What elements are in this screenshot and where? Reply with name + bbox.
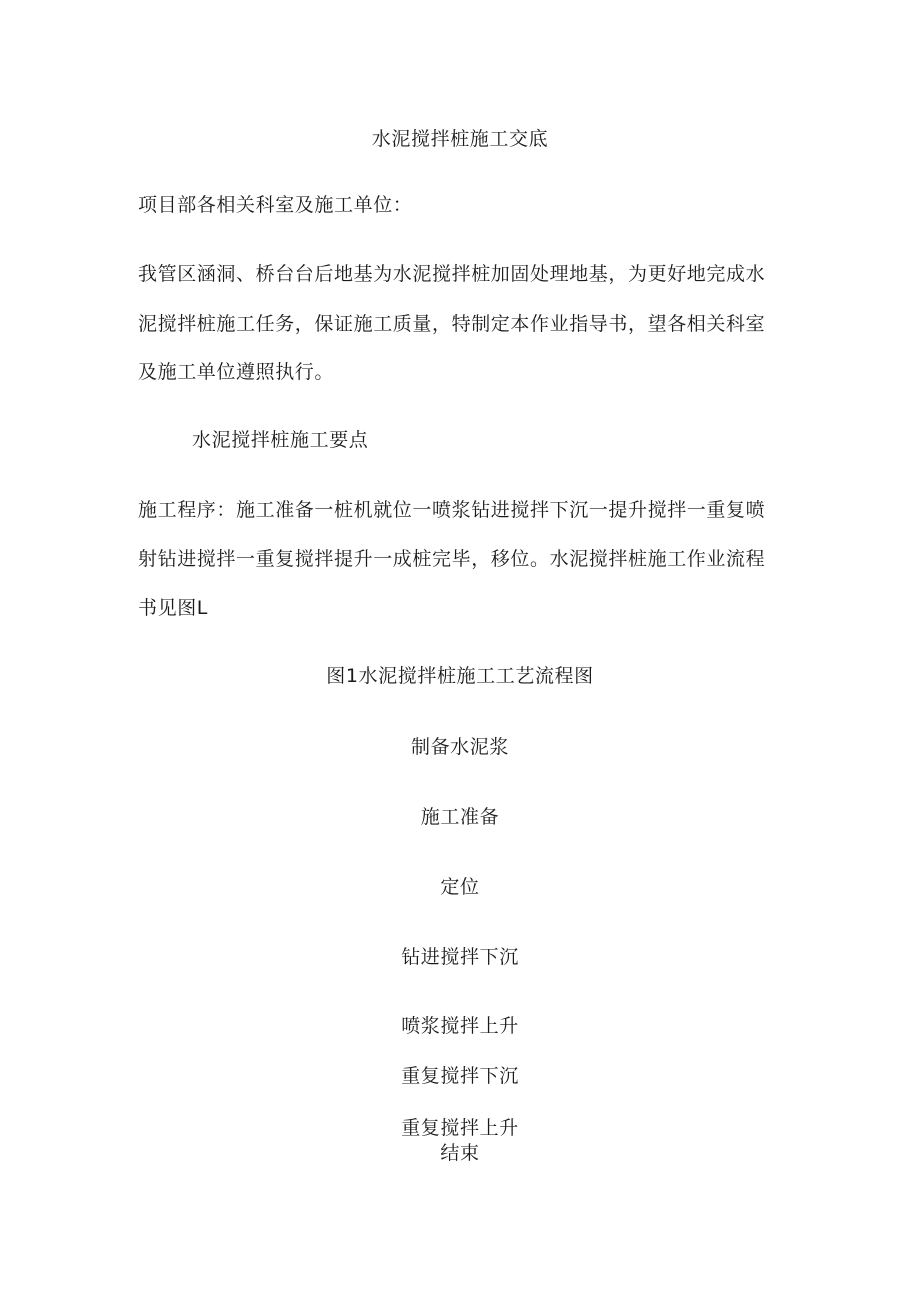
- procedure-line-2: 射钻进搅拌一重复搅拌提升一成桩完毕，移位。水泥搅拌桩施工作业流程: [138, 548, 766, 570]
- salutation: 项目部各相关科室及施工单位：: [138, 194, 413, 216]
- section-heading: 水泥搅拌桩施工要点: [192, 429, 369, 451]
- flow-step: 钻进搅拌下沉: [401, 946, 519, 968]
- intro-line-1: 我管区涵洞、桥台台后地基为水泥搅拌桩加固处理地基，为更好地完成水: [138, 263, 766, 285]
- intro-line-2: 泥搅拌桩施工任务，保证施工质量，特制定本作业指导书，望各相关科室: [138, 313, 766, 335]
- intro-line-3: 及施工单位遵照执行。: [138, 361, 335, 383]
- figure-caption: 图1水泥搅拌桩施工工艺流程图: [326, 665, 594, 687]
- flow-step: 喷浆搅拌上升: [401, 1015, 519, 1037]
- flow-step: 重复搅拌下沉: [401, 1065, 519, 1087]
- flow-step: 施工准备: [420, 806, 500, 828]
- flow-step: 重复搅拌上升: [401, 1117, 519, 1139]
- flow-step: 制备水泥浆: [410, 736, 509, 758]
- flow-step: 定位: [440, 876, 480, 898]
- procedure-line-1: 施工程序：施工准备一桩机就位一喷浆钻进搅拌下沉一提升搅拌一重复喷: [138, 499, 766, 521]
- flow-step: 结束: [440, 1142, 480, 1164]
- document-title: 水泥搅拌桩施工交底: [371, 128, 549, 150]
- procedure-line-3: 书见图L: [138, 597, 208, 619]
